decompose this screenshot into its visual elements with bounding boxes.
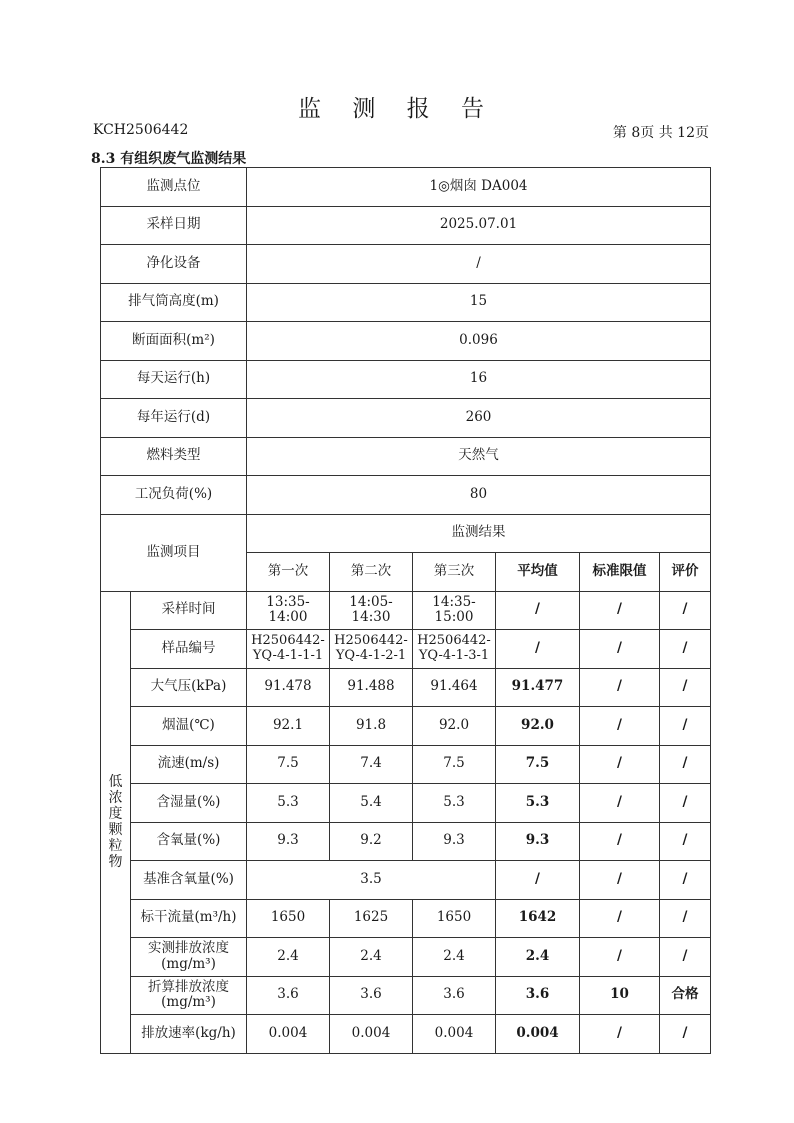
table-row (101, 514, 711, 553)
average-value: 91.477 (496, 668, 580, 707)
measurement-value: 91.8 (330, 707, 413, 746)
column-header: 第二次 (330, 553, 413, 592)
limit-value: / (580, 707, 660, 746)
average-value: / (496, 861, 580, 900)
average-value: 3.6 (496, 976, 580, 1015)
measurement-value: 9.2 (330, 822, 413, 861)
measurement-value: 1650 (413, 899, 496, 938)
average-value: / (496, 591, 580, 630)
table-row (101, 360, 711, 399)
info-label: 排气筒高度(m) (101, 283, 247, 322)
info-label: 监测点位 (101, 168, 247, 207)
measurement-value: 9.3 (413, 822, 496, 861)
evaluation-value: 合格 (660, 976, 711, 1015)
measurement-value: 7.5 (247, 745, 330, 784)
info-label: 净化设备 (101, 245, 247, 284)
evaluation-value: / (660, 938, 711, 977)
measurement-value: 2.4 (247, 938, 330, 977)
row-label: 排放速率(kg/h) (131, 1015, 247, 1054)
row-label: 流速(m/s) (131, 745, 247, 784)
table-row (101, 283, 711, 322)
report-number: KCH2506442 (93, 122, 189, 138)
info-value: 80 (247, 476, 711, 515)
row-label: 采样时间 (131, 591, 247, 630)
table-row (101, 437, 711, 476)
info-value: 15 (247, 283, 711, 322)
evaluation-value: / (660, 784, 711, 823)
measurement-value: 0.004 (247, 1015, 330, 1054)
limit-value: / (580, 899, 660, 938)
info-label: 采样日期 (101, 206, 247, 245)
info-value: 0.096 (247, 322, 711, 361)
results-group-header: 监测结果 (247, 514, 711, 553)
info-label: 工况负荷(%) (101, 476, 247, 515)
table-row (101, 745, 711, 784)
table-row (101, 168, 711, 207)
average-value: 92.0 (496, 707, 580, 746)
table-row (101, 707, 711, 746)
measurement-value: 92.0 (413, 707, 496, 746)
row-label: 含氧量(%) (131, 822, 247, 861)
table-row (101, 938, 711, 977)
measurement-value: 14:35-15:00 (413, 591, 496, 630)
evaluation-value: / (660, 822, 711, 861)
measurement-value: 5.3 (413, 784, 496, 823)
table-row (101, 476, 711, 515)
measurement-value: 2.4 (330, 938, 413, 977)
column-header: 平均值 (496, 553, 580, 592)
table-row (101, 784, 711, 823)
row-label: 大气压(kPa) (131, 668, 247, 707)
measurement-value: H2506442- YQ-4-1-1-1 (247, 630, 330, 669)
measurement-value: H2506442- YQ-4-1-3-1 (413, 630, 496, 669)
report-title: 监 测 报 告 (298, 96, 496, 122)
info-value: 260 (247, 399, 711, 438)
measurement-value: 92.1 (247, 707, 330, 746)
measurement-value: 5.4 (330, 784, 413, 823)
limit-value: / (580, 861, 660, 900)
monitoring-results-table (100, 167, 711, 1054)
average-value: 7.5 (496, 745, 580, 784)
average-value: 2.4 (496, 938, 580, 977)
info-label: 每天运行(h) (101, 360, 247, 399)
limit-value: / (580, 1015, 660, 1054)
evaluation-value: / (660, 591, 711, 630)
table-row (101, 630, 711, 669)
column-header: 第一次 (247, 553, 330, 592)
table-row (101, 899, 711, 938)
measurement-value: 91.488 (330, 668, 413, 707)
table-row (101, 861, 711, 900)
table-row (101, 822, 711, 861)
measurement-value: 7.4 (330, 745, 413, 784)
info-value: 天然气 (247, 437, 711, 476)
measurement-value: 14:05-14:30 (330, 591, 413, 630)
evaluation-value: / (660, 668, 711, 707)
average-value: 1642 (496, 899, 580, 938)
table-row (101, 1015, 711, 1054)
table-row (101, 206, 711, 245)
measurement-value: 3.6 (247, 976, 330, 1015)
average-value: / (496, 630, 580, 669)
average-value: 5.3 (496, 784, 580, 823)
table-row (101, 668, 711, 707)
evaluation-value: / (660, 899, 711, 938)
evaluation-value: / (660, 745, 711, 784)
limit-value: / (580, 822, 660, 861)
table-row (101, 322, 711, 361)
measurement-value: 7.5 (413, 745, 496, 784)
table-row (101, 976, 711, 1015)
ref-oxygen-value: 3.5 (247, 861, 496, 900)
limit-value: / (580, 591, 660, 630)
column-header: 第三次 (413, 553, 496, 592)
info-value: 16 (247, 360, 711, 399)
limit-value: / (580, 668, 660, 707)
row-label: 含湿量(%) (131, 784, 247, 823)
measurement-value: 3.6 (413, 976, 496, 1015)
info-value: 2025.07.01 (247, 206, 711, 245)
category-label: 低 浓 度 颗 粒 物 (101, 591, 131, 1053)
measurement-value: 3.6 (330, 976, 413, 1015)
info-value: 1◎烟囱 DA004 (247, 168, 711, 207)
limit-value: / (580, 630, 660, 669)
page-info: 第 8页 共 12页 (612, 125, 709, 141)
table-row (101, 245, 711, 284)
info-label: 每年运行(d) (101, 399, 247, 438)
limit-value: / (580, 938, 660, 977)
results-item-header: 监测项目 (101, 514, 247, 591)
row-label: 样品编号 (131, 630, 247, 669)
info-label: 燃料类型 (101, 437, 247, 476)
measurement-value: 1650 (247, 899, 330, 938)
info-label: 断面面积(m²) (101, 322, 247, 361)
row-label: 折算排放浓度 (mg/m³) (131, 976, 247, 1015)
row-label: 标干流量(m³/h) (131, 899, 247, 938)
section-heading: 8.3 有组织废气监测结果 (91, 151, 247, 167)
limit-value: / (580, 784, 660, 823)
table-row (101, 399, 711, 438)
evaluation-value: / (660, 630, 711, 669)
measurement-value: 2.4 (413, 938, 496, 977)
column-header: 标准限值 (580, 553, 660, 592)
measurement-value: H2506442- YQ-4-1-2-1 (330, 630, 413, 669)
limit-value: 10 (580, 976, 660, 1015)
table-row (101, 591, 711, 630)
evaluation-value: / (660, 861, 711, 900)
measurement-value: 0.004 (330, 1015, 413, 1054)
measurement-value: 9.3 (247, 822, 330, 861)
row-label: 基准含氧量(%) (131, 861, 247, 900)
measurement-value: 1625 (330, 899, 413, 938)
info-value: / (247, 245, 711, 284)
evaluation-value: / (660, 707, 711, 746)
measurement-value: 91.478 (247, 668, 330, 707)
measurement-value: 5.3 (247, 784, 330, 823)
report-meta (93, 122, 709, 142)
row-label: 实测排放浓度 (mg/m³) (131, 938, 247, 977)
average-value: 9.3 (496, 822, 580, 861)
row-label: 烟温(℃) (131, 707, 247, 746)
column-header: 评价 (660, 553, 711, 592)
limit-value: / (580, 745, 660, 784)
evaluation-value: / (660, 1015, 711, 1054)
average-value: 0.004 (496, 1015, 580, 1054)
measurement-value: 91.464 (413, 668, 496, 707)
measurement-value: 0.004 (413, 1015, 496, 1054)
measurement-value: 13:35-14:00 (247, 591, 330, 630)
